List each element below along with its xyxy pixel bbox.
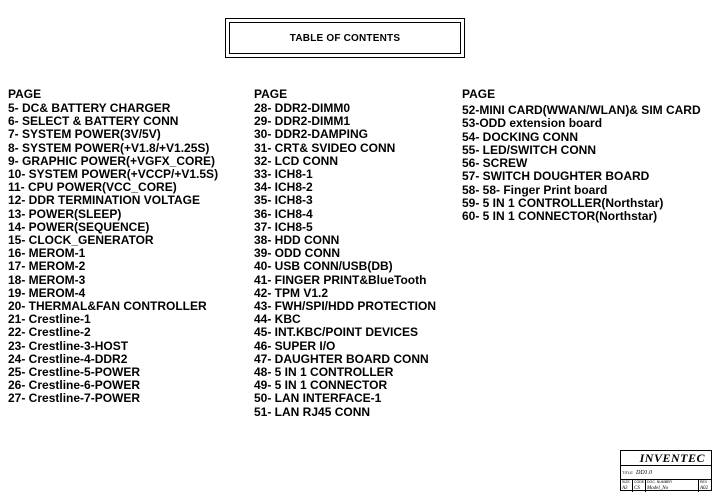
toc-entry: 41- FINGER PRINT&BlueTooth [254,272,427,287]
column-header: PAGE [462,87,496,101]
toc-entry: 30- DDR2-DAMPING [254,127,369,142]
toc-entry: 22- Crestline-2 [8,325,91,340]
toc-entry: 32- LCD CONN [254,153,339,168]
toc-column-1 [8,88,218,406]
toc-entry: 19- MEROM-4 [8,285,86,300]
rev-cell [699,480,711,492]
toc-entry: 37- ICH8-5 [254,219,313,234]
doc-number-label: DOC. NUMBER [647,480,672,484]
toc-entry: 44- KBC [254,312,301,327]
toc-entry: 46- SUPER I/O [254,338,336,353]
toc-entry: 38- HDD CONN [254,233,340,248]
toc-entry: 48- 5 IN 1 CONTROLLER [254,365,394,380]
title-block-bottom-row [621,480,711,492]
toc-entry: 18- MEROM-3 [8,272,86,287]
entry-list [8,102,218,406]
toc-entry: 17- MEROM-2 [8,259,86,274]
toc-entry: 24- Crestline-4-DDR2 [8,351,128,366]
toc-entry: 23- Crestline-3-HOST [8,338,129,353]
toc-entry: 20- THERMAL&FAN CONTROLLER [8,299,207,314]
toc-entry: 13- POWER(SLEEP) [8,206,122,221]
toc-entry: 36- ICH8-4 [254,206,313,221]
toc-column-3 [462,88,701,224]
toc-entry: 40- USB CONN/USB(DB) [254,259,393,274]
toc-entry: 6- SELECT & BATTERY CONN [8,114,179,129]
title-label: TITLE [622,470,633,475]
toc-entry: 57- SWITCH DOUGHTER BOARD [462,169,650,184]
entry-list [254,102,436,419]
toc-entry: 7- SYSTEM POWER(3V/5V) [8,127,161,142]
title-block [620,450,712,491]
toc-entry: 55- LED/SWITCH CONN [462,142,597,157]
column-header: PAGE [8,87,42,101]
rev-value: A02 [700,486,709,491]
toc-entry: 14- POWER(SEQUENCE) [8,219,150,234]
toc-entry: 52-MINI CARD(WWAN/WLAN)& SIM CARD [462,103,701,117]
toc-entry: 50- LAN INTERFACE-1 [254,391,382,406]
toc-entry: 56- SCREW [462,156,528,171]
toc-entry: 34- ICH8-2 [254,180,313,195]
size-cell [621,480,633,492]
toc-entry: 45- INT.KBC/POINT DEVICES [254,325,419,340]
toc-entry: 60- 5 IN 1 CONNECTOR(Northstar) [462,209,658,224]
toc-entry: 31- CRT& SVIDEO CONN [254,140,396,155]
toc-entry: 58- 58- Finger Print board [462,182,608,197]
toc-entry: 5- DC& BATTERY CHARGER [8,101,171,115]
toc-title: TABLE OF CONTENTS [229,22,461,54]
toc-column-2 [254,88,436,419]
toc-entry: 33- ICH8-1 [254,167,313,182]
rev-label: REV [700,480,708,484]
company-name: INVENTEC [621,451,711,466]
size-value: A3 [622,486,628,491]
code-cell [633,480,646,492]
toc-entry: 15- CLOCK_GENERATOR [8,233,154,248]
doc-number-value: Model_No [647,486,669,491]
toc-entry: 43- FWH/SPI/HDD PROTECTION [254,299,437,314]
toc-entry: 53-ODD extension board [462,116,603,131]
toc-entry: 28- DDR2-DIMM0 [254,101,351,115]
column-header: PAGE [254,87,288,101]
toc-entry: 42- TPM V1.2 [254,285,329,300]
toc-entry: 39- ODD CONN [254,246,341,261]
toc-entry: 51- LAN RJ45 CONN [254,404,371,419]
entry-list [462,104,701,224]
toc-entry: 27- Crestline-7-POWER [8,391,141,406]
toc-entry: 25- Crestline-5-POWER [8,365,141,380]
toc-entry: 54- DOCKING CONN [462,129,579,144]
toc-entry: 59- 5 IN 1 CONTROLLER(Northstar) [462,196,664,211]
toc-entry: 8- SYSTEM POWER(+V1.8/+V1.25S) [8,140,210,155]
toc-entry: 16- MEROM-1 [8,246,86,261]
toc-entry: 35- ICH8-3 [254,193,313,208]
toc-entry: 26- Crestline-6-POWER [8,378,141,393]
title-value: DD1.0 [636,469,653,476]
toc-entry: 9- GRAPHIC POWER(+VGFX_CORE) [8,153,216,168]
title-row [621,466,711,480]
code-value: CS [634,486,640,491]
toc-entry: 12- DDR TERMINATION VOLTAGE [8,193,200,208]
doc-number-cell [646,480,699,492]
toc-entry: 47- DAUGHTER BOARD CONN [254,351,429,366]
toc-entry: 11- CPU POWER(VCC_CORE) [8,180,177,195]
toc-title-box [225,18,465,58]
toc-entry: 49- 5 IN 1 CONNECTOR [254,378,388,393]
toc-entry: 10- SYSTEM POWER(+VCCP/+V1.5S) [8,167,219,182]
size-label: SIZE [622,480,630,484]
code-label: CODE [634,480,645,484]
toc-entry: 29- DDR2-DIMM1 [254,114,351,129]
toc-entry: 21- Crestline-1 [8,312,91,327]
